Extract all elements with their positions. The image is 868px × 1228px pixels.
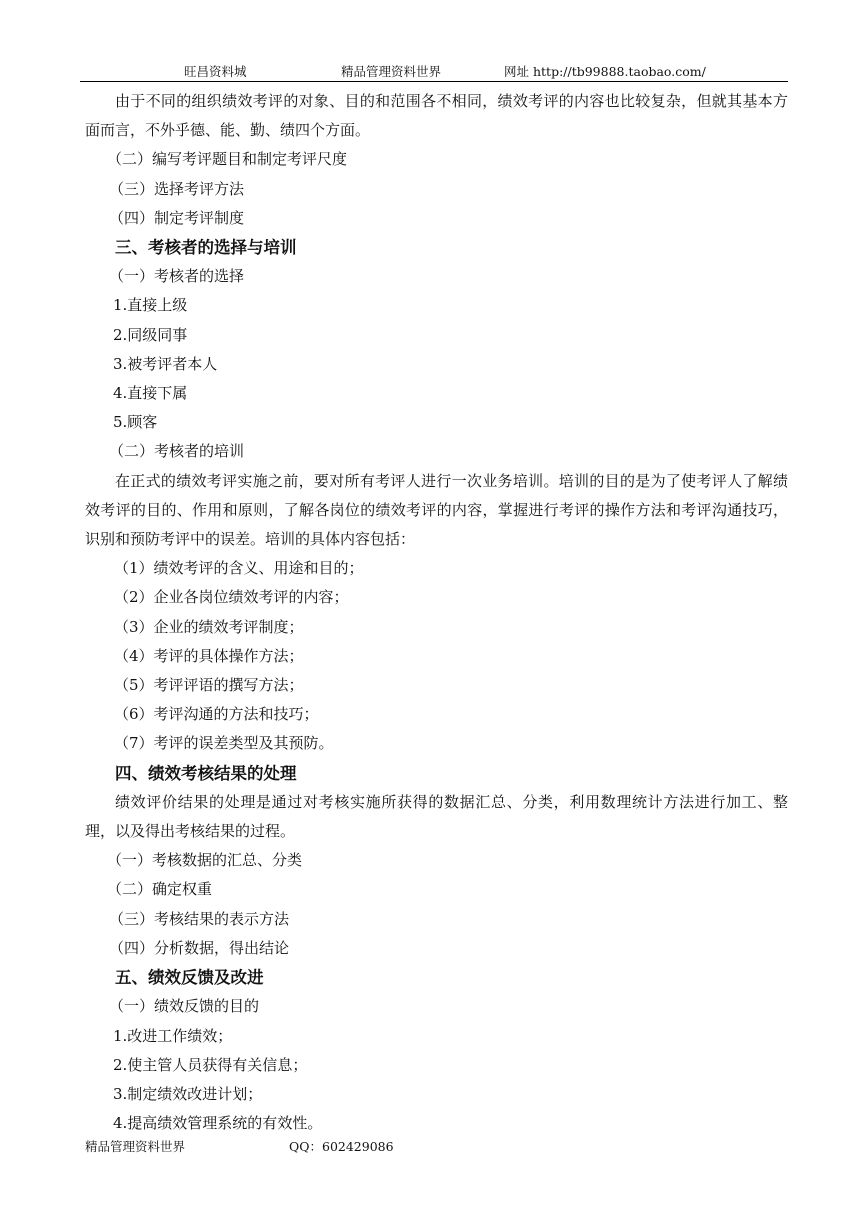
- document-body: [85, 87, 788, 1138]
- list-item: （四）制定考评制度: [109, 208, 245, 227]
- list-item: （三）考核结果的表示方法: [109, 909, 290, 928]
- list-item: 2.同级同事: [113, 325, 188, 344]
- list-item: 3.被考评者本人: [113, 354, 218, 373]
- list-item: （二）考核者的培训: [109, 442, 245, 461]
- header-divider: [80, 81, 788, 82]
- list-item: 2.使主管人员获得有关信息；: [113, 1055, 308, 1074]
- list-item: （2）企业各岗位绩效考评的内容；: [114, 588, 349, 607]
- list-item: （6）考评沟通的方法和技巧；: [114, 705, 319, 724]
- list-item: （一）绩效反馈的目的: [109, 997, 260, 1016]
- list-item: （3）企业的绩效考评制度；: [114, 617, 304, 636]
- footer-left-text: 精品管理资料世界: [85, 1139, 186, 1154]
- list-item: （7）考评的误差类型及其预防。: [114, 734, 334, 753]
- section-heading: 四、绩效考核结果的处理: [115, 763, 297, 783]
- body-paragraph: 由于不同的组织绩效考评的对象、目的和范围各不相同，绩效考评的内容也比较复杂，但就其基本方面而言，不外乎德、能、勤、绩四个方面。: [85, 92, 788, 140]
- list-item: （二）确定权重: [107, 880, 213, 899]
- list-item: （5）考评评语的撰写方法；: [114, 676, 304, 695]
- footer-qq-text: QQ：602429086: [289, 1139, 394, 1154]
- list-item: 3.制定绩效改进计划；: [113, 1084, 263, 1103]
- list-item: 1.改进工作绩效；: [113, 1026, 233, 1045]
- page-footer: [0, 1139, 868, 1155]
- body-paragraph: 绩效评价结果的处理是通过对考核实施所获得的数据汇总、分类，利用数理统计方法进行加工、整理，以及得出考核结果的过程。: [85, 792, 788, 841]
- list-item: （1）绩效考评的含义、用途和目的；: [114, 559, 364, 578]
- list-item: 4.直接下属: [113, 384, 188, 403]
- header-left-text: 旺昌资料城: [184, 64, 247, 79]
- header-middle-text: 精品管理资料世界: [341, 64, 442, 79]
- list-item: 4.提高绩效管理系统的有效性。: [113, 1114, 323, 1133]
- header-website-text: 网址 http://tb99888.taobao.com/: [504, 64, 706, 79]
- list-item: 5.顾客: [113, 413, 158, 432]
- list-item: （四）分析数据，得出结论: [109, 938, 290, 957]
- section-heading: 五、绩效反馈及改进: [115, 968, 264, 988]
- list-item: 1.直接上级: [113, 296, 188, 315]
- body-paragraph: 在正式的绩效考评实施之前，要对所有考评人进行一次业务培训。培训的目的是为了使考评人了解绩效考评的目的、作用和原则，了解各岗位的绩效考评的内容，掌握进行考评的操作方法和考评沟通技巧，识别和预防考评中的误差。培训的具体内容包括：: [85, 471, 788, 549]
- list-item: （4）考评的具体操作方法；: [114, 646, 304, 665]
- page-header: [0, 64, 868, 80]
- list-item: （一）考核者的选择: [109, 267, 245, 286]
- list-item: （三）选择考评方法: [109, 179, 245, 198]
- list-item: （一）考核数据的汇总、分类: [107, 851, 303, 870]
- section-heading: 三、考核者的选择与培训: [115, 238, 297, 258]
- list-item: （二）编写考评题目和制定考评尺度: [107, 150, 348, 169]
